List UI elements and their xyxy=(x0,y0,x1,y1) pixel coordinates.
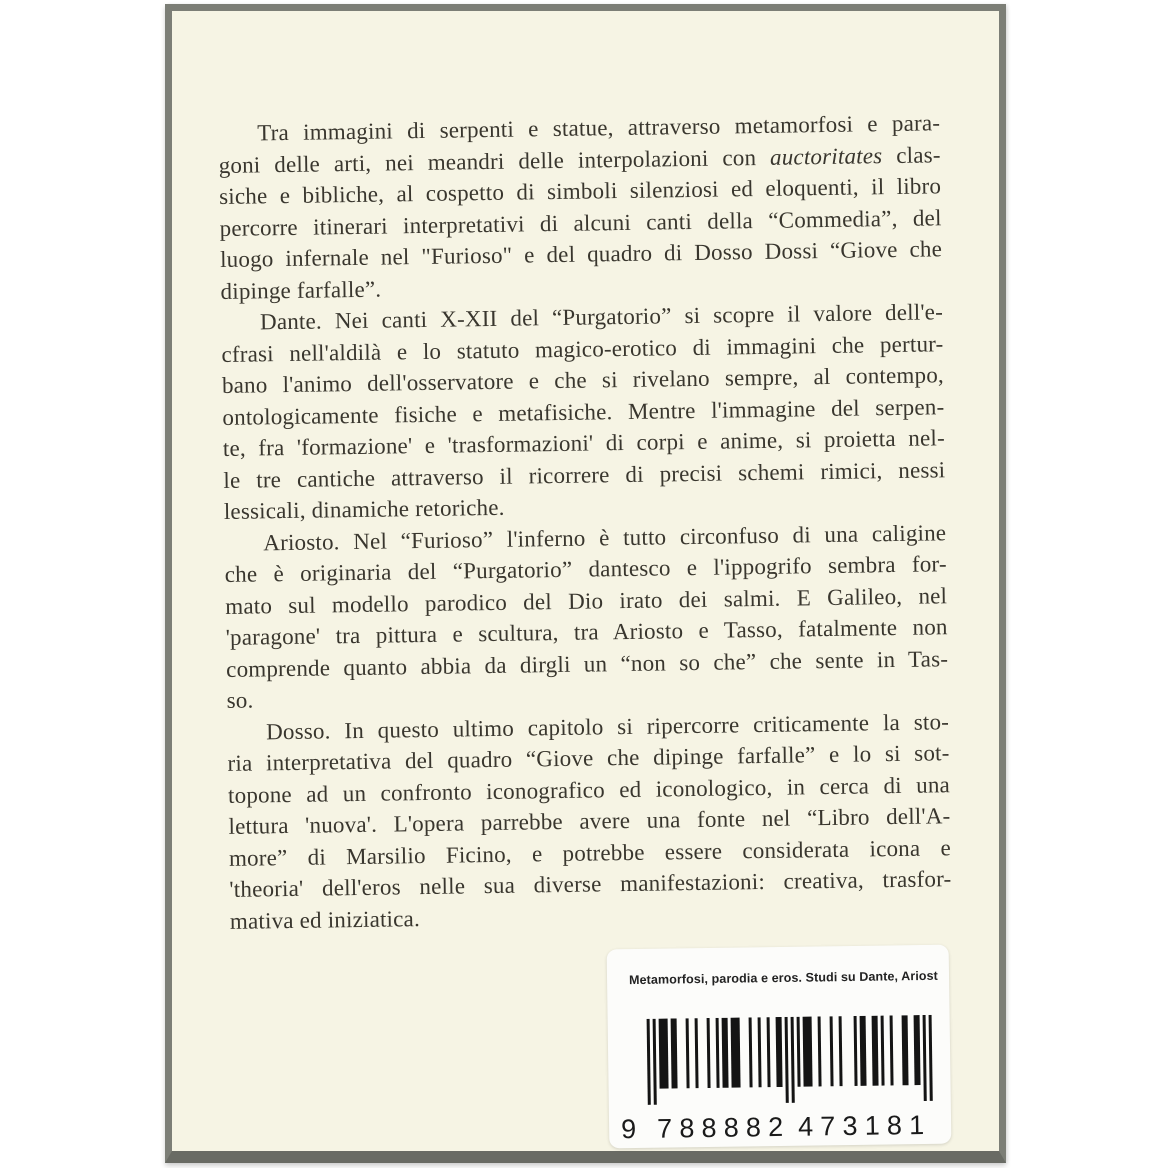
text-line: so. xyxy=(226,687,254,713)
text-line: mativa ed iniziatica. xyxy=(229,905,421,934)
paragraph xyxy=(227,706,952,937)
blurb-text xyxy=(218,107,952,937)
text-line: che è originaria del “Purgatorio” dantesco e l'ippogrifo sembra for- xyxy=(224,551,947,587)
barcode-bar xyxy=(860,1016,867,1086)
barcode-bar xyxy=(671,1018,678,1088)
barcode-bar xyxy=(758,1017,762,1087)
text-line: more” di Marsilio Ficino, e potrebbe essere considerata icona e xyxy=(228,834,952,871)
barcode-bar xyxy=(695,1018,699,1088)
text-line: 'theoria' dell'eros nelle sua diverse manifestazioni: creativa, trasfor- xyxy=(229,866,952,902)
paragraph xyxy=(224,517,949,717)
barcode-bar xyxy=(929,1015,933,1101)
text-line: bano l'animo dell'osservatore e che si rivelano sempre, al contempo, xyxy=(221,362,945,398)
barcode-bar xyxy=(767,1017,771,1087)
barcode-bar xyxy=(881,1016,885,1086)
text-line: ria interpretativa del quadro “Giove che dipinge farfalle” e lo si sot- xyxy=(227,740,950,776)
text-line: Tra immagini di serpenti e statue, attraverso metamorfosi e para- xyxy=(257,110,941,146)
barcode-bar xyxy=(797,1017,801,1087)
barcode-bar xyxy=(791,1017,795,1103)
barcode-bar xyxy=(914,1015,921,1085)
barcode-bar xyxy=(659,1019,669,1089)
text-line: Dante. Nei canti X-XII del “Purgatorio” si scopre il valore dell'e- xyxy=(259,299,944,335)
barcode-bar xyxy=(923,1015,927,1101)
barcode-bar xyxy=(854,1016,858,1086)
book-back-cover xyxy=(165,4,1006,1163)
barcode-bar xyxy=(776,1017,783,1087)
text-line: goni delle arti, nei meandri delle interpolazioni con auctoritates clas- xyxy=(218,141,941,178)
ean13-barcode xyxy=(618,1015,942,1145)
text-line: luogo infernale nel "Furioso" e del quadro di Dosso Dossi “Giove che xyxy=(219,236,943,272)
text-line: cfrasi nell'aldilà e lo statuto magico-erotico di immagini che pertur- xyxy=(221,330,944,367)
text-line: lessicali, dinamiche retoriche. xyxy=(223,494,505,524)
isbn-label xyxy=(607,945,952,1149)
barcode-bar xyxy=(686,1018,690,1088)
text-line: lettura 'nuova'. L'opera parrebbe avere una fonte nel “Libro dell'A- xyxy=(228,803,951,839)
text-line: dipinge farfalle”. xyxy=(220,276,382,304)
text-line: te, fra 'formazione' e 'trasformazioni' di corpi e anime, si proietta nel- xyxy=(222,425,946,461)
barcode-bar xyxy=(707,1018,711,1088)
barcode-bar xyxy=(818,1016,822,1086)
barcode-digits-right: 473181 xyxy=(797,1109,925,1142)
barcode-bar xyxy=(647,1019,651,1105)
text-line: topone ad un confronto iconografico ed iconologico, in cerca di una xyxy=(227,771,951,808)
barcode-bar xyxy=(749,1017,753,1087)
barcode-bar xyxy=(902,1015,909,1085)
barcode-bar xyxy=(731,1018,741,1088)
text-line: le tre cantiche attraverso il ricorrere di precisi schemi rimici, nessi xyxy=(223,456,946,493)
isbn-label-title: Metamorfosi, parodia e eros. Studi su Dante, Ariost xyxy=(628,968,938,988)
barcode-bar xyxy=(839,1016,843,1086)
barcode-digit-prefix: 9 xyxy=(620,1114,637,1145)
text-line: siche e bibliche, al cospetto di simboli silenziosi ed eloquenti, il libro xyxy=(218,173,942,209)
text-line: Ariosto. Nel “Furioso” l'inferno è tutto circonfuso di una caligine xyxy=(263,519,947,555)
text-line: ontologicamente fisiche e metafisiche. Mentre l'immagine del serpen- xyxy=(222,393,945,430)
paragraph xyxy=(218,107,943,307)
text-line: mato sul modello parodico del Dio irato dei salmi. E Galileo, nel xyxy=(225,582,948,619)
paragraph xyxy=(221,296,946,527)
barcode-bar xyxy=(803,1017,813,1087)
barcode-bar xyxy=(890,1015,894,1085)
barcode-bar xyxy=(716,1018,720,1088)
barcode-bar xyxy=(785,1017,789,1103)
barcode-svg xyxy=(618,1015,942,1145)
barcode-bar xyxy=(872,1016,879,1086)
text-line: Dosso. In questo ultimo capitolo si ripercorre criticamente la sto- xyxy=(265,708,950,744)
barcode-bar xyxy=(653,1019,657,1105)
text-line: comprende quanto abbia da dirgli un “non so che” che sente in Tas- xyxy=(225,645,949,682)
barcode-digits-left: 788882 xyxy=(656,1111,784,1144)
barcode-bar xyxy=(722,1018,729,1088)
text-line: 'paragone' tra pittura e scultura, tra Ariosto e Tasso, fatalmente non xyxy=(225,614,948,650)
barcode-bar xyxy=(830,1016,834,1086)
text-line: percorre itinerari interpretativi di alcuni canti della “Commedia”, del xyxy=(219,204,942,241)
